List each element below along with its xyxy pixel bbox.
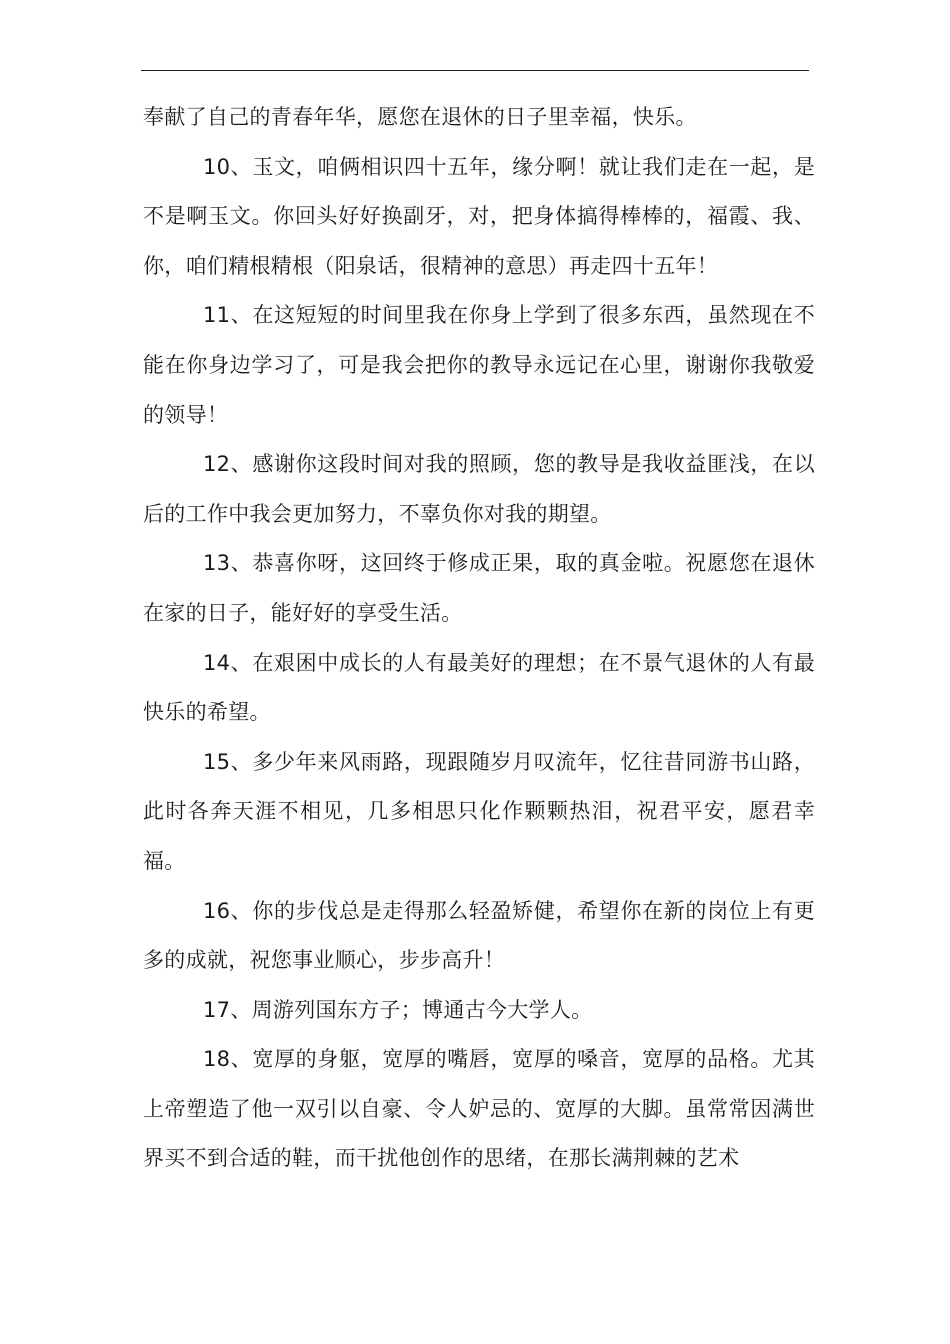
document-body xyxy=(143,93,815,1184)
paragraph-11: 11、在这短短的时间里我在你身上学到了很多东西，虽然现在不能在你身边学习了，可是我会把你的教导永远记在心里，谢谢你我敬爱的领导！ xyxy=(143,303,815,427)
paragraph-14: 14、在艰困中成长的人有最美好的理想；在不景气退休的人有最快乐的希望。 xyxy=(143,650,815,725)
paragraph-continuation: 奉献了自己的青春年华，愿您在退休的日子里幸福，快乐。 xyxy=(143,105,697,129)
paragraph-18: 18、宽厚的身躯，宽厚的嘴唇，宽厚的嗓音，宽厚的品格。尤其上帝塑造了他一双引以自豪、令人妒忌的、宽厚的大脚。虽常常因满世界买不到合适的鞋，而干扰他创作的思绪，在那长满荆棘的艺术 xyxy=(143,1047,815,1171)
paragraph-17: 17、周游列国东方子；博通古今大学人。 xyxy=(203,997,593,1022)
paragraph-15: 15、多少年来风雨路，现跟随岁月叹流年，忆往昔同游书山路，此时各奔天涯不相见，几多相思只化作颗颗热泪，祝君平安，愿君幸福。 xyxy=(143,749,815,873)
paragraph-13: 13、恭喜你呀，这回终于修成正果，取的真金啦。祝愿您在退休在家的日子，能好好的享受生活。 xyxy=(143,551,815,625)
paragraph-16: 16、你的步伐总是走得那么轻盈矫健，希望你在新的岗位上有更多的成就，祝您事业顺心，步步高升！ xyxy=(143,898,815,973)
header-rule xyxy=(141,70,809,71)
paragraph-12: 12、感谢你这段时间对我的照顾，您的教导是我收益匪浅，在以后的工作中我会更加努力，不辜负你对我的期望。 xyxy=(143,452,815,526)
paragraph-10: 10、玉文，咱俩相识四十五年，缘分啊！就让我们走在一起，是不是啊玉文。你回头好好换副牙，对，把身体搞得棒棒的，福霞、我、你，咱们精根精根（阳泉话，很精神的意思）再走四十五年！ xyxy=(143,154,815,278)
